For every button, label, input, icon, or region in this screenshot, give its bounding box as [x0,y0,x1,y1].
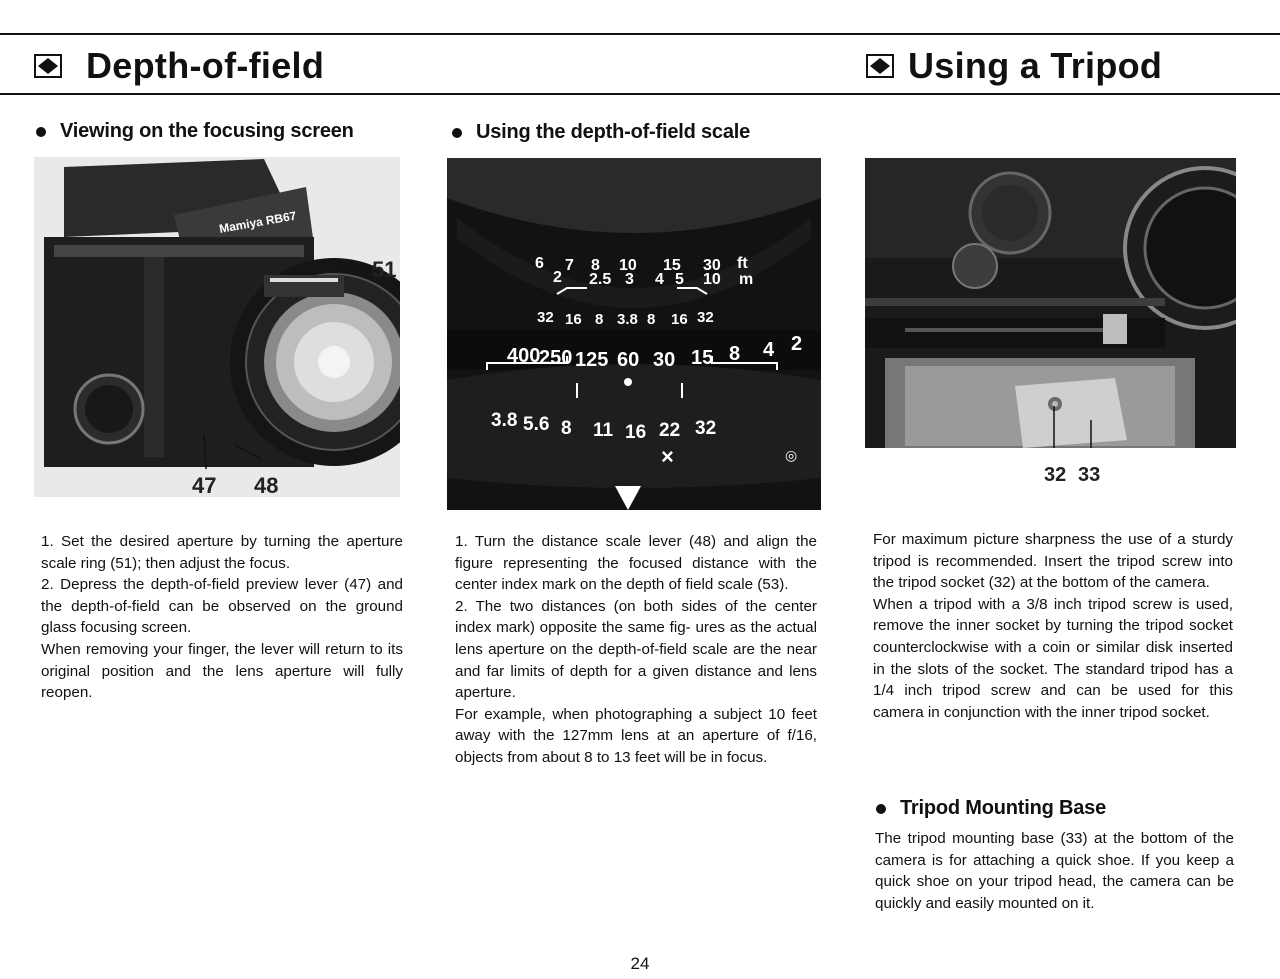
bullet-icon [36,127,46,137]
lens-cross-mark: × [661,444,674,469]
dof-upper-label: 16 [565,311,582,328]
aperture-label: 5.6 [523,414,550,435]
bullet-icon [876,804,886,814]
col1-paragraph-3: When removing your finger, the lever will return to its original position and the lens aperture will fully reopen. [41,640,403,702]
shutter-speed-label: 250 [539,347,573,369]
lens-ring-marker-icon: ◎ [785,448,798,464]
m-scale-label: 2 [553,269,562,286]
col2-paragraph-1: 1. Turn the distance scale lever (48) and align the figure representing the focused distance with the center index mark on the depth of field scale (53). [455,533,817,594]
page-title-left: Depth-of-field [86,45,325,86]
dof-upper-label: 3.8 [617,311,638,328]
col1-paragraph-2: 2. Depress the depth-of-field preview lever (47) and the depth-of-field can be observed on the ground glass focusing screen. [41,576,403,637]
bullet-icon [452,128,462,138]
heading-viewing-focusing-screen [36,120,354,143]
tripod-socket-illustration [865,158,1236,448]
col3-sub-paragraph: The tripod mounting base (33) at the bottom of the camera is for attaching a quick shoe. If you keep a quick shoe on your tripod head, the camera can be quickly and easily mounted on it. [875,830,1234,912]
aperture-label: 11 [593,420,614,441]
lens-scale-illustration [447,158,821,510]
section-header-depth-of-field [34,42,324,90]
camera-brand-label: Mamiya RB67 [218,208,298,236]
lens-scale-photo [447,158,821,510]
heading-text: Tripod Mounting Base [900,797,1106,819]
shutter-speed-label: 400 [507,345,541,367]
callout-32: 32 [1044,464,1067,486]
col3-body [873,529,1233,723]
col3-paragraph-2: When a tripod with a 3/8 inch tripod screw is used, remove the inner socket by turning the tripod socket counterclockwise with a coin or similar disk inserted in the slots of the socket. The standard tripod has a 1/4 inch tripod screw and can be used for this camera in conjunction with the inner tripod socket. [873,595,1233,721]
section-marker-icon [34,54,62,78]
ft-scale-label: 15 [663,257,681,274]
aperture-label: 22 [659,420,681,441]
section-header-using-a-tripod [866,42,1162,90]
tripod-socket-photo [865,158,1236,448]
dof-upper-label: 32 [697,309,714,326]
col2-paragraph-2: 2. The two distances (on both sides of the center index mark) opposite the same fig- ures as the actual lens aperture on the depth-of-field scale are the near and far limits of depth for a given distance and lens aperture. [455,597,817,702]
callout-48: 48 [254,473,279,497]
dof-upper-label: 16 [671,311,688,328]
top-rule [0,33,1280,35]
shutter-speed-label: 60 [617,349,640,371]
ft-scale-label: 6 [535,255,544,272]
callout-47: 47 [192,473,217,497]
ft-scale-label: 10 [619,257,637,274]
heading-text: Viewing on the focusing screen [60,120,354,142]
m-scale-label: 10 [703,271,721,288]
heading-using-dof-scale [452,121,750,144]
col3-sub-body [875,828,1234,914]
m-scale-label: 3 [625,271,634,288]
col2-paragraph-3: For example, when photographing a subject 10 feet away with the 127mm lens at an aperture of f/16, objects from about 8 to 13 feet will be in focus. [455,705,817,766]
shutter-speed-label: 2 [791,333,803,355]
camera-photo [34,157,400,497]
heading-text: Using the depth-of-field scale [476,121,751,143]
callout-51: 51 [372,257,397,282]
aperture-label: 8 [561,418,572,439]
heading-tripod-mounting-base [876,797,1106,820]
dof-upper-label: 8 [647,311,656,328]
shutter-speed-label: 15 [691,347,714,369]
ft-scale-label: 30 [703,257,721,274]
m-scale-label: 4 [655,271,664,288]
ft-scale-label: ft [737,255,748,272]
ft-scale-label: 8 [591,257,600,274]
m-scale-label: 2.5 [589,271,612,288]
col3-paragraph-1: For maximum picture sharpness the use of a sturdy tripod is recommended. Insert the tripod screw into the tripod socket (32) at the bottom of the camera. [873,531,1233,592]
col2-body [455,531,817,769]
aperture-label: 16 [625,422,647,443]
camera-illustration [34,157,400,497]
dof-upper-label: 32 [537,309,554,326]
ft-scale-label: 7 [565,257,574,274]
col1-body [41,531,403,704]
shutter-speed-label: 30 [653,349,676,371]
m-scale-label: m [739,271,754,288]
col1-paragraph-1: 1. Set the desired aperture by turning the aperture scale ring (51); then adjust the focus. [41,533,403,572]
section-marker-icon [866,54,894,78]
dof-upper-label: 8 [595,311,604,328]
callout-33: 33 [1078,464,1101,486]
shutter-speed-label: 8 [729,343,741,365]
aperture-label: 3.8 [491,410,518,431]
aperture-label: 32 [695,418,717,439]
shutter-speed-label: 4 [763,339,775,361]
page-title-right: Using a Tripod [908,45,1163,86]
shutter-speed-label: 125 [575,349,609,371]
page-number: 24 [630,954,650,973]
m-scale-label: 5 [675,271,684,288]
header-bottom-rule [0,93,1280,95]
